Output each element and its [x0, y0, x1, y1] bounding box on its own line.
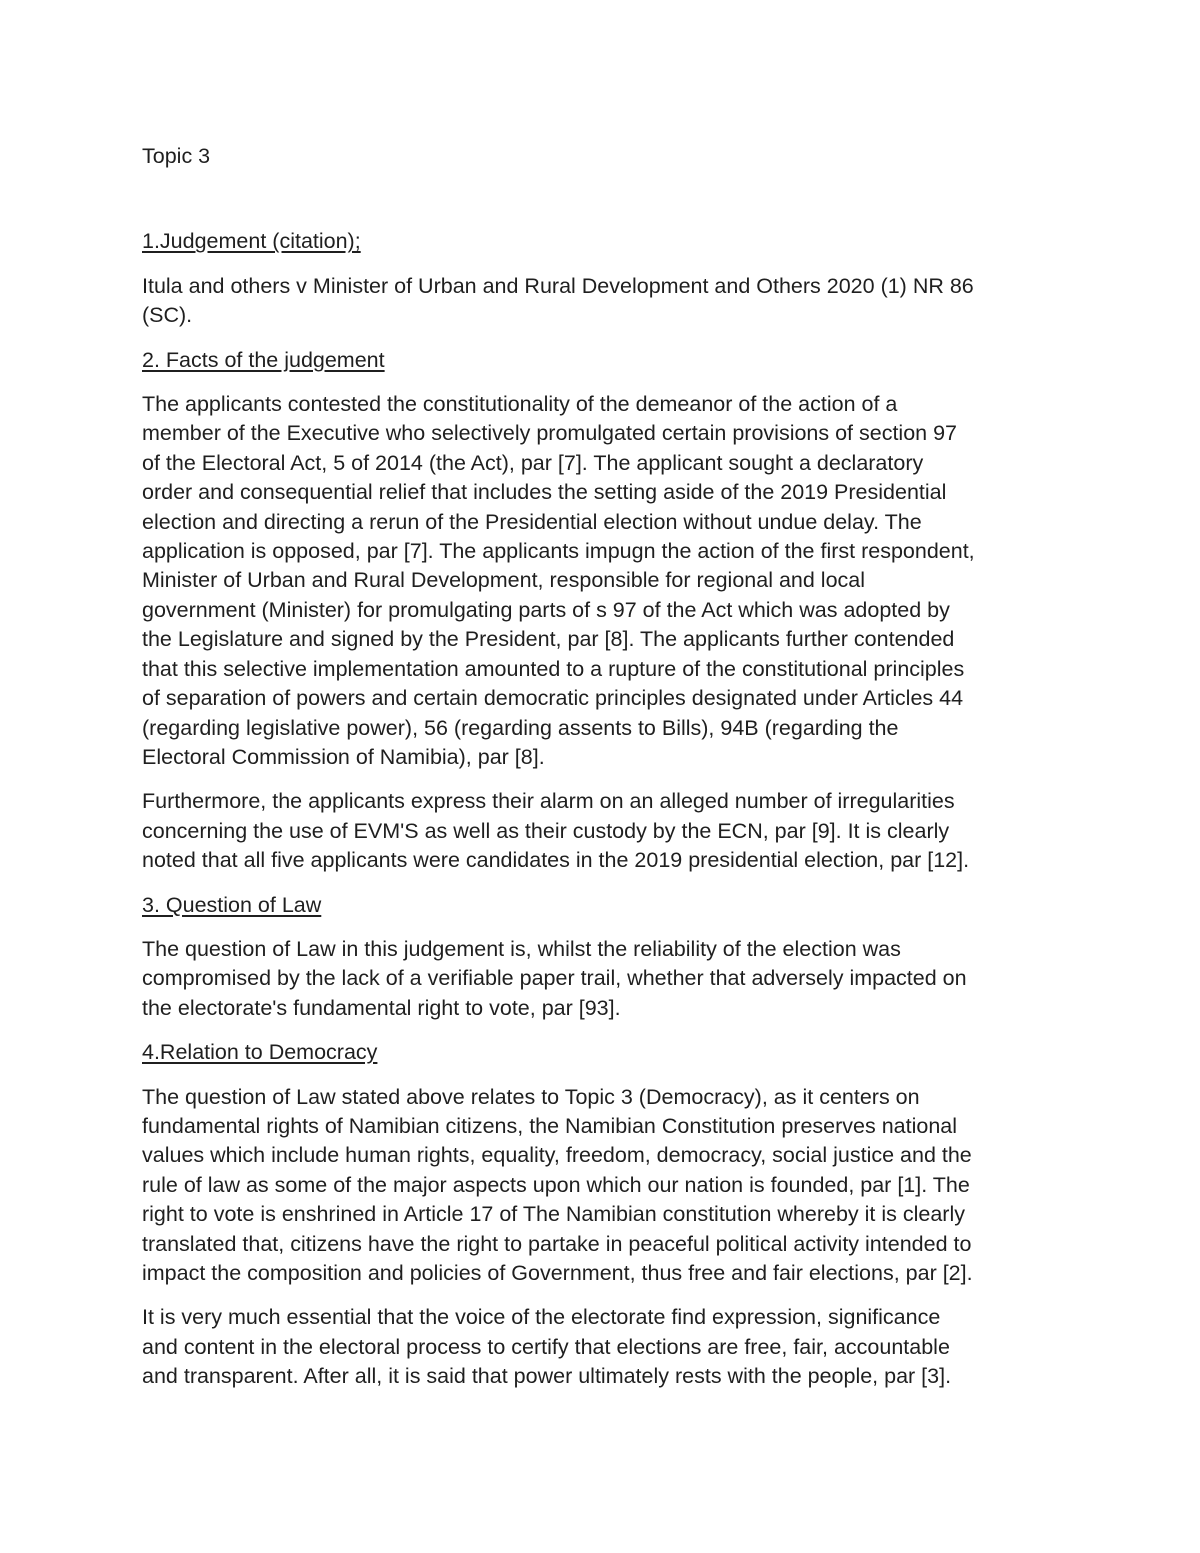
text-line: concerning the use of EVM'S as well as their custody by the ECN, par [9]. It is clearly [142, 818, 950, 843]
text-line: values which include human rights, equality, freedom, democracy, social justice and the [142, 1143, 972, 1168]
text-line: (SC). [142, 303, 193, 328]
text-line: noted that all five applicants were candidates in the 2019 presidential election, par [12]. [142, 848, 970, 873]
text-line: government (Minister) for promulgating parts of s 97 of the Act which was adopted by [142, 597, 950, 622]
document-body [142, 142, 1058, 1392]
text-line: that this selective implementation amounted to a rupture of the constitutional principles [142, 656, 965, 681]
text-line: compromised by the lack of a verifiable paper trail, whether that adversely impacted on [142, 966, 967, 991]
text-line: and transparent. After all, it is said that power ultimately rests with the people, par [3]. [142, 1364, 952, 1389]
text-line: the electorate's fundamental right to vote, par [93]. [142, 995, 621, 1020]
text-line: Minister of Urban and Rural Development, responsible for regional and local [142, 568, 866, 593]
text-line: translated that, citizens have the right to partake in peaceful political activity intended to [142, 1231, 972, 1256]
text-line: application is opposed, par [7]. The applicants impugn the action of the first respondent, [142, 539, 975, 564]
text-line: fundamental rights of Namibian citizens, the Namibian Constitution preserves national [142, 1113, 958, 1138]
text-line: Itula and others v Minister of Urban and Rural Development and Others 2020 (1) NR 86 [142, 273, 974, 298]
text-line: and content in the electoral process to certify that elections are free, fair, accountable [142, 1334, 950, 1359]
text-line: Furthermore, the applicants express their alarm on an alleged number of irregularities [142, 789, 955, 814]
paragraph [142, 1083, 1058, 1289]
section-heading: 4.Relation to Democracy [142, 1040, 378, 1065]
section-heading: 2. Facts of the judgement [142, 347, 385, 372]
text-line: election and directing a rerun of the Presidential election without undue delay. The [142, 509, 922, 534]
text-line: member of the Executive who selectively promulgated certain provisions of section 97 [142, 421, 958, 446]
paragraph [142, 272, 1058, 331]
section-citation [142, 227, 1058, 330]
text-line: the Legislature and signed by the President, par [8]. The applicants further contended [142, 627, 955, 652]
text-line: Electoral Commission of Namibia), par [8]. [142, 744, 545, 769]
text-line: It is very much essential that the voice of the electorate find expression, significance [142, 1305, 941, 1330]
text-line: The question of Law stated above relates to Topic 3 (Democracy), as it centers on [142, 1084, 920, 1109]
text-line: The question of Law in this judgement is, whilst the reliability of the election was [142, 936, 901, 961]
text-line: The applicants contested the constitutionality of the demeanor of the action of a [142, 392, 898, 417]
text-line: of the Electoral Act, 5 of 2014 (the Act), par [7]. The applicant sought a declaratory [142, 450, 924, 475]
section-relation-to-democracy [142, 1038, 1058, 1391]
paragraph [142, 935, 1058, 1023]
text-line: rule of law as some of the major aspects upon which our nation is founded, par [1]. The [142, 1172, 970, 1197]
text-line: order and consequential relief that includes the setting aside of the 2019 Presidential [142, 480, 947, 505]
document-title: Topic 3 [142, 144, 211, 168]
section-heading: 3. Question of Law [142, 892, 322, 917]
paragraph [142, 787, 1058, 875]
section-question-of-law [142, 891, 1058, 1024]
paragraph [142, 1303, 1058, 1391]
section-heading: 1.Judgement (citation); [142, 229, 361, 254]
section-facts [142, 346, 1058, 876]
text-line: impact the composition and policies of Government, thus free and fair elections, par [2]. [142, 1261, 973, 1285]
text-line: right to vote is enshrined in Article 17 of The Namibian constitution whereby it is clearly [142, 1202, 965, 1227]
paragraph [142, 390, 1058, 772]
text-line: (regarding legislative power), 56 (regarding assents to Bills), 94B (regarding the [142, 715, 899, 740]
text-line: of separation of powers and certain democratic principles designated under Articles 44 [142, 686, 964, 711]
